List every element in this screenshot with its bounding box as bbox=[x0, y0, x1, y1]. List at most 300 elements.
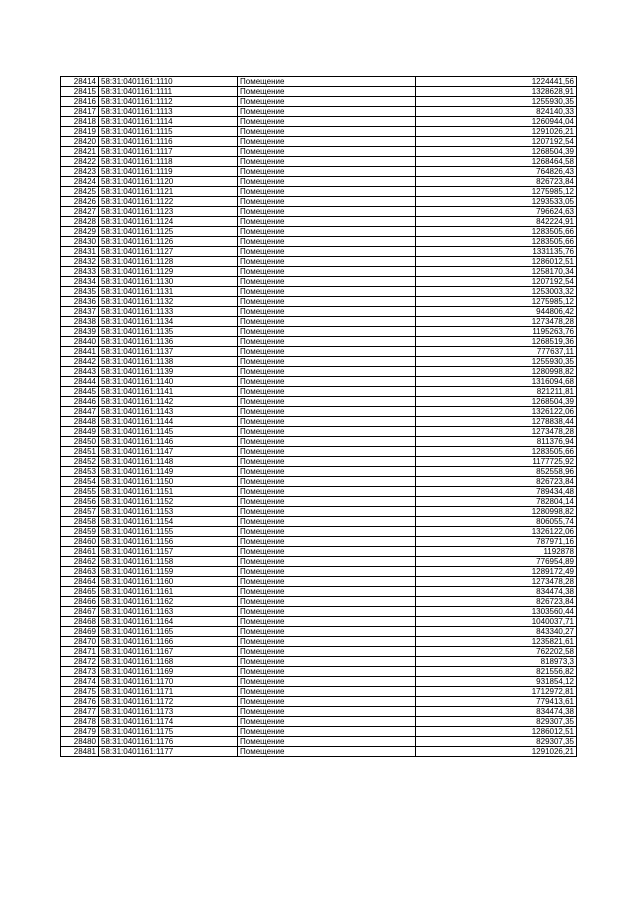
table-row bbox=[61, 277, 577, 287]
cadastral-number: 58:31:0401161:1129 bbox=[99, 267, 238, 277]
cadastral-value: 1291026,21 bbox=[416, 127, 577, 137]
cadastral-value: 1268504,39 bbox=[416, 397, 577, 407]
table-row bbox=[61, 137, 577, 147]
row-number: 28421 bbox=[61, 147, 99, 157]
table-row bbox=[61, 147, 577, 157]
cadastral-value: 1293533,05 bbox=[416, 197, 577, 207]
table-row bbox=[61, 747, 577, 757]
table-row bbox=[61, 557, 577, 567]
object-type: Помещение bbox=[238, 727, 416, 737]
row-number: 28430 bbox=[61, 237, 99, 247]
table-row bbox=[61, 687, 577, 697]
object-type: Помещение bbox=[238, 487, 416, 497]
row-number: 28445 bbox=[61, 387, 99, 397]
cadastral-value: 1268464,58 bbox=[416, 157, 577, 167]
cadastral-number: 58:31:0401161:1136 bbox=[99, 337, 238, 347]
table-row bbox=[61, 447, 577, 457]
object-type: Помещение bbox=[238, 697, 416, 707]
object-type: Помещение bbox=[238, 507, 416, 517]
cadastral-value: 787971,16 bbox=[416, 537, 577, 547]
table-row bbox=[61, 427, 577, 437]
table-row bbox=[61, 737, 577, 747]
table-row bbox=[61, 567, 577, 577]
cadastral-number: 58:31:0401161:1149 bbox=[99, 467, 238, 477]
cadastral-value: 1273478,28 bbox=[416, 577, 577, 587]
table-row bbox=[61, 167, 577, 177]
table-row bbox=[61, 87, 577, 97]
cadastral-value: 1286012,51 bbox=[416, 727, 577, 737]
table-row bbox=[61, 237, 577, 247]
cadastral-value: 931854,12 bbox=[416, 677, 577, 687]
table-row bbox=[61, 77, 577, 87]
object-type: Помещение bbox=[238, 747, 416, 757]
object-type: Помещение bbox=[238, 137, 416, 147]
cadastral-value: 1195263,76 bbox=[416, 327, 577, 337]
table-row bbox=[61, 267, 577, 277]
row-number: 28461 bbox=[61, 547, 99, 557]
cadastral-value: 944806,42 bbox=[416, 307, 577, 317]
cadastral-value: 826723,84 bbox=[416, 177, 577, 187]
row-number: 28435 bbox=[61, 287, 99, 297]
cadastral-value: 779413,61 bbox=[416, 697, 577, 707]
cadastral-value: 1283505,66 bbox=[416, 227, 577, 237]
object-type: Помещение bbox=[238, 637, 416, 647]
object-type: Помещение bbox=[238, 107, 416, 117]
row-number: 28457 bbox=[61, 507, 99, 517]
object-type: Помещение bbox=[238, 567, 416, 577]
cadastral-number: 58:31:0401161:1173 bbox=[99, 707, 238, 717]
object-type: Помещение bbox=[238, 557, 416, 567]
cadastral-value: 1275985,12 bbox=[416, 297, 577, 307]
table-row bbox=[61, 657, 577, 667]
object-type: Помещение bbox=[238, 207, 416, 217]
row-number: 28429 bbox=[61, 227, 99, 237]
table-row bbox=[61, 327, 577, 337]
table-row bbox=[61, 187, 577, 197]
cadastral-number: 58:31:0401161:1114 bbox=[99, 117, 238, 127]
cadastral-number: 58:31:0401161:1138 bbox=[99, 357, 238, 367]
cadastral-number: 58:31:0401161:1116 bbox=[99, 137, 238, 147]
row-number: 28463 bbox=[61, 567, 99, 577]
cadastral-value: 842224,91 bbox=[416, 217, 577, 227]
table-row bbox=[61, 107, 577, 117]
cadastral-value: 1712972,81 bbox=[416, 687, 577, 697]
row-number: 28439 bbox=[61, 327, 99, 337]
table-row bbox=[61, 157, 577, 167]
cadastral-number: 58:31:0401161:1152 bbox=[99, 497, 238, 507]
object-type: Помещение bbox=[238, 657, 416, 667]
table-body bbox=[61, 77, 577, 757]
cadastral-value: 1303560,44 bbox=[416, 607, 577, 617]
cadastral-value: 811376,94 bbox=[416, 437, 577, 447]
table-row bbox=[61, 227, 577, 237]
table-row bbox=[61, 297, 577, 307]
row-number: 28452 bbox=[61, 457, 99, 467]
cadastral-number: 58:31:0401161:1156 bbox=[99, 537, 238, 547]
cadastral-value: 764826,43 bbox=[416, 167, 577, 177]
row-number: 28426 bbox=[61, 197, 99, 207]
table-row bbox=[61, 547, 577, 557]
object-type: Помещение bbox=[238, 457, 416, 467]
row-number: 28425 bbox=[61, 187, 99, 197]
cadastral-number: 58:31:0401161:1130 bbox=[99, 277, 238, 287]
table-row bbox=[61, 307, 577, 317]
object-type: Помещение bbox=[238, 147, 416, 157]
cadastral-value: 776954,89 bbox=[416, 557, 577, 567]
table-row bbox=[61, 727, 577, 737]
table-row bbox=[61, 707, 577, 717]
object-type: Помещение bbox=[238, 437, 416, 447]
cadastral-value: 829307,35 bbox=[416, 717, 577, 727]
table-row bbox=[61, 497, 577, 507]
cadastral-value: 1177725,92 bbox=[416, 457, 577, 467]
table-row bbox=[61, 517, 577, 527]
table-row bbox=[61, 697, 577, 707]
object-type: Помещение bbox=[238, 497, 416, 507]
cadastral-number: 58:31:0401161:1122 bbox=[99, 197, 238, 207]
row-number: 28449 bbox=[61, 427, 99, 437]
row-number: 28475 bbox=[61, 687, 99, 697]
object-type: Помещение bbox=[238, 197, 416, 207]
table-row bbox=[61, 287, 577, 297]
row-number: 28427 bbox=[61, 207, 99, 217]
object-type: Помещение bbox=[238, 217, 416, 227]
row-number: 28462 bbox=[61, 557, 99, 567]
cadastral-value: 1207192,54 bbox=[416, 137, 577, 147]
table-row bbox=[61, 177, 577, 187]
row-number: 28478 bbox=[61, 717, 99, 727]
table-row bbox=[61, 117, 577, 127]
cadastral-number: 58:31:0401161:1154 bbox=[99, 517, 238, 527]
row-number: 28441 bbox=[61, 347, 99, 357]
cadastral-number: 58:31:0401161:1163 bbox=[99, 607, 238, 617]
cadastral-value: 1289172,49 bbox=[416, 567, 577, 577]
cadastral-number: 58:31:0401161:1112 bbox=[99, 97, 238, 107]
cadastral-value: 1283505,66 bbox=[416, 237, 577, 247]
object-type: Помещение bbox=[238, 737, 416, 747]
cadastral-number: 58:31:0401161:1165 bbox=[99, 627, 238, 637]
row-number: 28455 bbox=[61, 487, 99, 497]
row-number: 28417 bbox=[61, 107, 99, 117]
cadastral-value: 782804,14 bbox=[416, 497, 577, 507]
cadastral-value: 1192878 bbox=[416, 547, 577, 557]
object-type: Помещение bbox=[238, 237, 416, 247]
object-type: Помещение bbox=[238, 577, 416, 587]
object-type: Помещение bbox=[238, 357, 416, 367]
row-number: 28437 bbox=[61, 307, 99, 317]
cadastral-value: 824140,33 bbox=[416, 107, 577, 117]
cadastral-number: 58:31:0401161:1132 bbox=[99, 297, 238, 307]
object-type: Помещение bbox=[238, 87, 416, 97]
cadastral-value: 1255930,35 bbox=[416, 357, 577, 367]
cadastral-number: 58:31:0401161:1140 bbox=[99, 377, 238, 387]
object-type: Помещение bbox=[238, 517, 416, 527]
row-number: 28451 bbox=[61, 447, 99, 457]
cadastral-number: 58:31:0401161:1174 bbox=[99, 717, 238, 727]
cadastral-value: 826723,84 bbox=[416, 597, 577, 607]
object-type: Помещение bbox=[238, 677, 416, 687]
row-number: 28454 bbox=[61, 477, 99, 487]
row-number: 28447 bbox=[61, 407, 99, 417]
table-row bbox=[61, 677, 577, 687]
cadastral-number: 58:31:0401161:1125 bbox=[99, 227, 238, 237]
object-type: Помещение bbox=[238, 447, 416, 457]
cadastral-number: 58:31:0401161:1137 bbox=[99, 347, 238, 357]
table-row bbox=[61, 667, 577, 677]
table-row bbox=[61, 347, 577, 357]
row-number: 28456 bbox=[61, 497, 99, 507]
cadastral-value: 1280998,82 bbox=[416, 367, 577, 377]
object-type: Помещение bbox=[238, 547, 416, 557]
table-row bbox=[61, 217, 577, 227]
table-row bbox=[61, 407, 577, 417]
cadastral-value: 1253003,32 bbox=[416, 287, 577, 297]
cadastral-number: 58:31:0401161:1118 bbox=[99, 157, 238, 167]
table-row bbox=[61, 627, 577, 637]
property-table bbox=[60, 76, 577, 757]
cadastral-number: 58:31:0401161:1144 bbox=[99, 417, 238, 427]
object-type: Помещение bbox=[238, 597, 416, 607]
cadastral-value: 1207192,54 bbox=[416, 277, 577, 287]
table-row bbox=[61, 587, 577, 597]
row-number: 28473 bbox=[61, 667, 99, 677]
object-type: Помещение bbox=[238, 467, 416, 477]
table-row bbox=[61, 597, 577, 607]
row-number: 28446 bbox=[61, 397, 99, 407]
cadastral-value: 1326122,06 bbox=[416, 527, 577, 537]
table-row bbox=[61, 537, 577, 547]
object-type: Помещение bbox=[238, 287, 416, 297]
object-type: Помещение bbox=[238, 427, 416, 437]
object-type: Помещение bbox=[238, 367, 416, 377]
row-number: 28436 bbox=[61, 297, 99, 307]
row-number: 28467 bbox=[61, 607, 99, 617]
row-number: 28432 bbox=[61, 257, 99, 267]
table-row bbox=[61, 507, 577, 517]
object-type: Помещение bbox=[238, 267, 416, 277]
object-type: Помещение bbox=[238, 247, 416, 257]
object-type: Помещение bbox=[238, 687, 416, 697]
cadastral-number: 58:31:0401161:1135 bbox=[99, 327, 238, 337]
cadastral-value: 1275985,12 bbox=[416, 187, 577, 197]
cadastral-number: 58:31:0401161:1128 bbox=[99, 257, 238, 267]
table-row bbox=[61, 387, 577, 397]
table-row bbox=[61, 197, 577, 207]
row-number: 28415 bbox=[61, 87, 99, 97]
object-type: Помещение bbox=[238, 327, 416, 337]
cadastral-number: 58:31:0401161:1117 bbox=[99, 147, 238, 157]
row-number: 28438 bbox=[61, 317, 99, 327]
table-row bbox=[61, 397, 577, 407]
object-type: Помещение bbox=[238, 617, 416, 627]
cadastral-value: 762202,58 bbox=[416, 647, 577, 657]
row-number: 28464 bbox=[61, 577, 99, 587]
table-row bbox=[61, 467, 577, 477]
cadastral-number: 58:31:0401161:1172 bbox=[99, 697, 238, 707]
cadastral-number: 58:31:0401161:1146 bbox=[99, 437, 238, 447]
object-type: Помещение bbox=[238, 537, 416, 547]
cadastral-number: 58:31:0401161:1160 bbox=[99, 577, 238, 587]
row-number: 28431 bbox=[61, 247, 99, 257]
table-row bbox=[61, 417, 577, 427]
table-row bbox=[61, 127, 577, 137]
cadastral-value: 852558,96 bbox=[416, 467, 577, 477]
object-type: Помещение bbox=[238, 627, 416, 637]
row-number: 28424 bbox=[61, 177, 99, 187]
cadastral-value: 789434,48 bbox=[416, 487, 577, 497]
table-row bbox=[61, 377, 577, 387]
table-row bbox=[61, 317, 577, 327]
table-row bbox=[61, 577, 577, 587]
object-type: Помещение bbox=[238, 477, 416, 487]
cadastral-number: 58:31:0401161:1159 bbox=[99, 567, 238, 577]
object-type: Помещение bbox=[238, 417, 416, 427]
cadastral-number: 58:31:0401161:1155 bbox=[99, 527, 238, 537]
cadastral-number: 58:31:0401161:1145 bbox=[99, 427, 238, 437]
cadastral-number: 58:31:0401161:1170 bbox=[99, 677, 238, 687]
row-number: 28468 bbox=[61, 617, 99, 627]
row-number: 28416 bbox=[61, 97, 99, 107]
row-number: 28419 bbox=[61, 127, 99, 137]
object-type: Помещение bbox=[238, 387, 416, 397]
cadastral-number: 58:31:0401161:1161 bbox=[99, 587, 238, 597]
object-type: Помещение bbox=[238, 647, 416, 657]
object-type: Помещение bbox=[238, 227, 416, 237]
cadastral-number: 58:31:0401161:1121 bbox=[99, 187, 238, 197]
row-number: 28469 bbox=[61, 627, 99, 637]
object-type: Помещение bbox=[238, 707, 416, 717]
row-number: 28422 bbox=[61, 157, 99, 167]
cadastral-value: 818973,3 bbox=[416, 657, 577, 667]
row-number: 28433 bbox=[61, 267, 99, 277]
object-type: Помещение bbox=[238, 587, 416, 597]
cadastral-number: 58:31:0401161:1148 bbox=[99, 457, 238, 467]
cadastral-value: 843340,27 bbox=[416, 627, 577, 637]
object-type: Помещение bbox=[238, 307, 416, 317]
cadastral-value: 1286012,51 bbox=[416, 257, 577, 267]
cadastral-number: 58:31:0401161:1131 bbox=[99, 287, 238, 297]
cadastral-number: 58:31:0401161:1162 bbox=[99, 597, 238, 607]
table-row bbox=[61, 207, 577, 217]
table-row bbox=[61, 247, 577, 257]
cadastral-number: 58:31:0401161:1141 bbox=[99, 387, 238, 397]
row-number: 28481 bbox=[61, 747, 99, 757]
table-row bbox=[61, 337, 577, 347]
cadastral-number: 58:31:0401161:1120 bbox=[99, 177, 238, 187]
cadastral-value: 1331135,76 bbox=[416, 247, 577, 257]
row-number: 28423 bbox=[61, 167, 99, 177]
cadastral-value: 1316094,68 bbox=[416, 377, 577, 387]
object-type: Помещение bbox=[238, 377, 416, 387]
cadastral-number: 58:31:0401161:1164 bbox=[99, 617, 238, 627]
cadastral-value: 1326122,06 bbox=[416, 407, 577, 417]
cadastral-number: 58:31:0401161:1150 bbox=[99, 477, 238, 487]
object-type: Помещение bbox=[238, 97, 416, 107]
cadastral-number: 58:31:0401161:1166 bbox=[99, 637, 238, 647]
object-type: Помещение bbox=[238, 667, 416, 677]
cadastral-value: 1278838,44 bbox=[416, 417, 577, 427]
row-number: 28466 bbox=[61, 597, 99, 607]
cadastral-number: 58:31:0401161:1127 bbox=[99, 247, 238, 257]
object-type: Помещение bbox=[238, 167, 416, 177]
table-row bbox=[61, 617, 577, 627]
row-number: 28448 bbox=[61, 417, 99, 427]
cadastral-number: 58:31:0401161:1147 bbox=[99, 447, 238, 457]
cadastral-number: 58:31:0401161:1110 bbox=[99, 77, 238, 87]
cadastral-value: 821211,81 bbox=[416, 387, 577, 397]
cadastral-number: 58:31:0401161:1111 bbox=[99, 87, 238, 97]
table-row bbox=[61, 647, 577, 657]
cadastral-value: 1258170,34 bbox=[416, 267, 577, 277]
row-number: 28474 bbox=[61, 677, 99, 687]
row-number: 28458 bbox=[61, 517, 99, 527]
table-row bbox=[61, 487, 577, 497]
cadastral-number: 58:31:0401161:1167 bbox=[99, 647, 238, 657]
cadastral-value: 1235821,61 bbox=[416, 637, 577, 647]
cadastral-number: 58:31:0401161:1119 bbox=[99, 167, 238, 177]
object-type: Помещение bbox=[238, 277, 416, 287]
cadastral-number: 58:31:0401161:1169 bbox=[99, 667, 238, 677]
row-number: 28476 bbox=[61, 697, 99, 707]
object-type: Помещение bbox=[238, 527, 416, 537]
object-type: Помещение bbox=[238, 77, 416, 87]
row-number: 28470 bbox=[61, 637, 99, 647]
cadastral-number: 58:31:0401161:1143 bbox=[99, 407, 238, 417]
row-number: 28414 bbox=[61, 77, 99, 87]
table-row bbox=[61, 367, 577, 377]
cadastral-value: 1255930,35 bbox=[416, 97, 577, 107]
cadastral-number: 58:31:0401161:1158 bbox=[99, 557, 238, 567]
cadastral-number: 58:31:0401161:1153 bbox=[99, 507, 238, 517]
cadastral-value: 829307,35 bbox=[416, 737, 577, 747]
cadastral-number: 58:31:0401161:1168 bbox=[99, 657, 238, 667]
row-number: 28465 bbox=[61, 587, 99, 597]
cadastral-number: 58:31:0401161:1113 bbox=[99, 107, 238, 117]
cadastral-number: 58:31:0401161:1142 bbox=[99, 397, 238, 407]
object-type: Помещение bbox=[238, 187, 416, 197]
cadastral-number: 58:31:0401161:1171 bbox=[99, 687, 238, 697]
cadastral-value: 1291026,21 bbox=[416, 747, 577, 757]
table-row bbox=[61, 607, 577, 617]
row-number: 28471 bbox=[61, 647, 99, 657]
cadastral-number: 58:31:0401161:1177 bbox=[99, 747, 238, 757]
row-number: 28460 bbox=[61, 537, 99, 547]
table-row bbox=[61, 97, 577, 107]
cadastral-value: 834474,38 bbox=[416, 587, 577, 597]
object-type: Помещение bbox=[238, 177, 416, 187]
row-number: 28453 bbox=[61, 467, 99, 477]
cadastral-number: 58:31:0401161:1175 bbox=[99, 727, 238, 737]
row-number: 28418 bbox=[61, 117, 99, 127]
object-type: Помещение bbox=[238, 117, 416, 127]
table-row bbox=[61, 637, 577, 647]
cadastral-number: 58:31:0401161:1139 bbox=[99, 367, 238, 377]
object-type: Помещение bbox=[238, 397, 416, 407]
cadastral-value: 1273478,28 bbox=[416, 317, 577, 327]
cadastral-value: 1260944,04 bbox=[416, 117, 577, 127]
cadastral-number: 58:31:0401161:1157 bbox=[99, 547, 238, 557]
row-number: 28440 bbox=[61, 337, 99, 347]
row-number: 28459 bbox=[61, 527, 99, 537]
row-number: 28434 bbox=[61, 277, 99, 287]
cadastral-value: 1280998,82 bbox=[416, 507, 577, 517]
table-row bbox=[61, 257, 577, 267]
row-number: 28443 bbox=[61, 367, 99, 377]
object-type: Помещение bbox=[238, 607, 416, 617]
cadastral-value: 1224441,56 bbox=[416, 77, 577, 87]
object-type: Помещение bbox=[238, 407, 416, 417]
cadastral-number: 58:31:0401161:1124 bbox=[99, 217, 238, 227]
